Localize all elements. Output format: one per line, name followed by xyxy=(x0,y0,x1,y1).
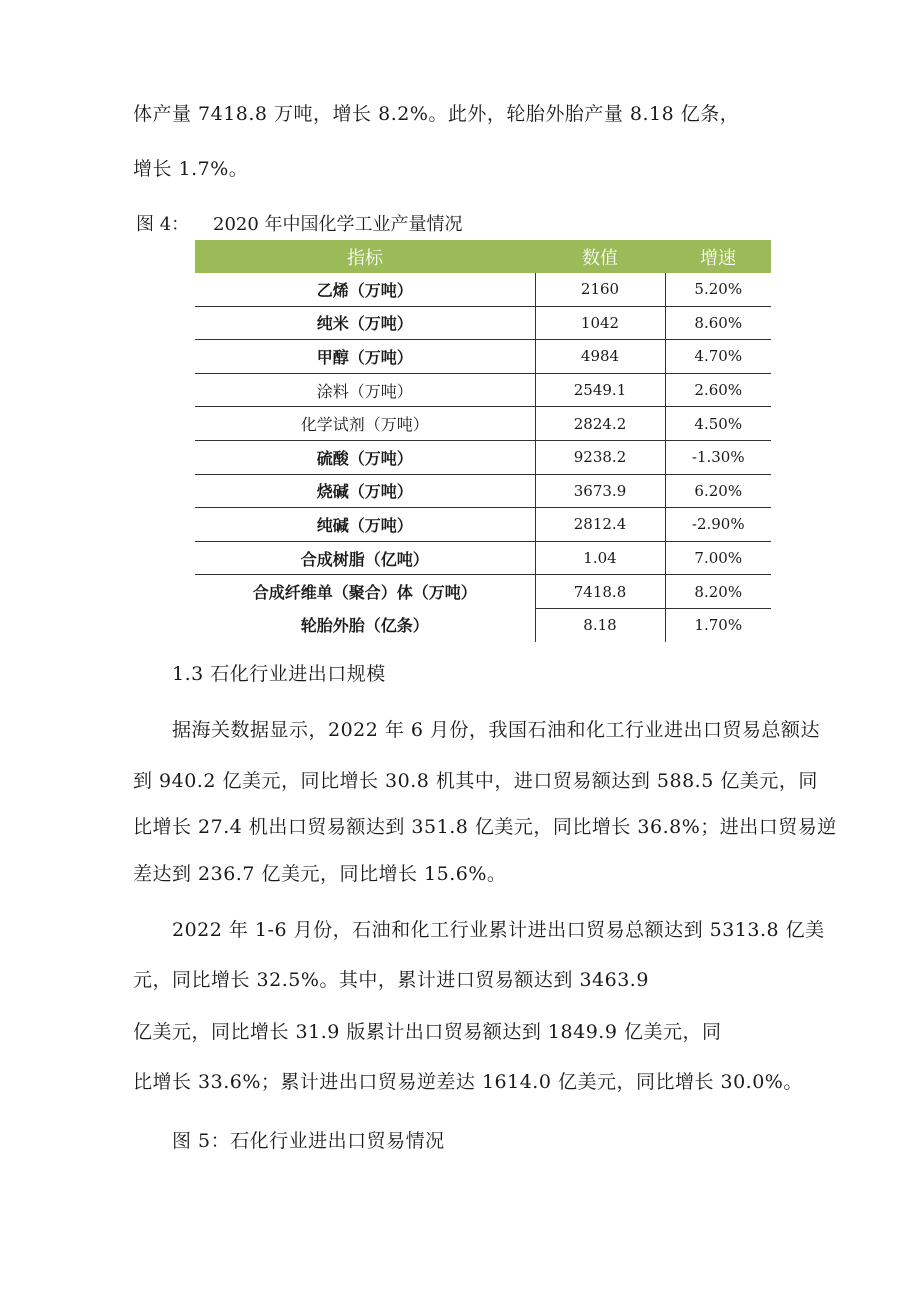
table-row xyxy=(195,373,771,407)
row-growth: -2.90% xyxy=(665,508,771,542)
row-value: 7418.8 xyxy=(535,575,665,609)
figure-5-caption: 图 5：石化行业进出口贸易情况 xyxy=(172,1130,445,1152)
body-text-line: 增长 1.7%。 xyxy=(133,158,249,180)
table-row xyxy=(195,440,771,474)
table-row xyxy=(195,541,771,575)
table-row xyxy=(195,407,771,441)
header-value: 数值 xyxy=(535,240,665,273)
table-row xyxy=(195,508,771,542)
body-text-line: 体产量 7418.8 万吨，增长 8.2%。此外，轮胎外胎产量 8.18 亿条， xyxy=(133,103,740,125)
row-value: 9238.2 xyxy=(535,440,665,474)
row-name: 轮胎外胎（亿条） xyxy=(195,608,535,641)
row-name: 纯米（万吨） xyxy=(195,306,535,340)
row-growth: 8.20% xyxy=(665,575,771,609)
table-header-row xyxy=(195,240,771,273)
production-table xyxy=(195,240,771,642)
row-growth: 1.70% xyxy=(694,616,743,635)
row-growth: 5.20% xyxy=(665,273,771,306)
row-name: 纯碱（万吨） xyxy=(195,508,535,542)
row-name: 甲醇（万吨） xyxy=(195,340,535,374)
paragraph-line: 亿美元，同比增长 31.9 版累计出口贸易额达到 1849.9 亿美元，同 xyxy=(133,1021,722,1043)
row-growth: 4.70% xyxy=(665,340,771,374)
row-name: 乙烯（万吨） xyxy=(195,273,535,306)
row-value: 3673.9 xyxy=(535,474,665,508)
row-growth: 8.60% xyxy=(665,306,771,340)
row-name: 合成树脂（亿吨） xyxy=(195,541,535,575)
paragraph-line: 元，同比增长 32.5%。其中，累计进口贸易额达到 3463.9 xyxy=(133,969,649,991)
row-name: 涂料（万吨） xyxy=(195,373,535,407)
row-name: 合成纤维单（聚合）体（万吨） xyxy=(195,575,535,609)
row-growth: -1.30% xyxy=(665,440,771,474)
header-growth: 增速 xyxy=(665,240,771,273)
figure-4-title: 2020 年中国化学工业产量情况 xyxy=(213,214,463,235)
row-value: 8.18 xyxy=(535,608,665,641)
row-value: 2812.4 xyxy=(535,508,665,542)
paragraph-line: 据海关数据显示，2022 年 6 月份，我国石油和化工行业进出口贸易总额达 xyxy=(172,719,821,741)
row-name: 化学试剂（万吨） xyxy=(195,407,535,441)
header-indicator: 指标 xyxy=(195,240,535,273)
row-name: 硫酸（万吨） xyxy=(195,440,535,474)
section-heading: 1.3 石化行业进出口规模 xyxy=(172,663,386,685)
table-row xyxy=(195,608,771,641)
paragraph-line: 比增长 27.4 机出口贸易额达到 351.8 亿美元，同比增长 36.8%；进出口贸易逆 xyxy=(133,816,837,838)
table-row xyxy=(195,306,771,340)
row-value: 2549.1 xyxy=(535,373,665,407)
row-growth: 4.50% xyxy=(665,407,771,441)
row-name: 烧碱（万吨） xyxy=(195,474,535,508)
row-growth: 2.60% xyxy=(665,373,771,407)
paragraph-line: 差达到 236.7 亿美元，同比增长 15.6%。 xyxy=(133,863,507,885)
table-row xyxy=(195,474,771,508)
row-growth: 7.00% xyxy=(665,541,771,575)
figure-4-label: 图 4： xyxy=(136,214,190,235)
table-row xyxy=(195,575,771,609)
table-row xyxy=(195,273,771,306)
row-value: 1.04 xyxy=(535,541,665,575)
row-value: 2160 xyxy=(535,273,665,306)
paragraph-line: 到 940.2 亿美元，同比增长 30.8 机其中，进口贸易额达到 588.5 亿美元，同 xyxy=(133,770,818,792)
paragraph-line: 比增长 33.6%；累计进出口贸易逆差达 1614.0 亿美元，同比增长 30.0%。 xyxy=(133,1071,803,1093)
row-growth: 6.20% xyxy=(665,474,771,508)
row-value: 4984 xyxy=(535,340,665,374)
row-value: 2824.2 xyxy=(535,407,665,441)
table-row xyxy=(195,340,771,374)
row-value: 1042 xyxy=(535,306,665,340)
paragraph-line: 2022 年 1-6 月份，石油和化工行业累计进出口贸易总额达到 5313.8 亿美 xyxy=(172,919,825,941)
